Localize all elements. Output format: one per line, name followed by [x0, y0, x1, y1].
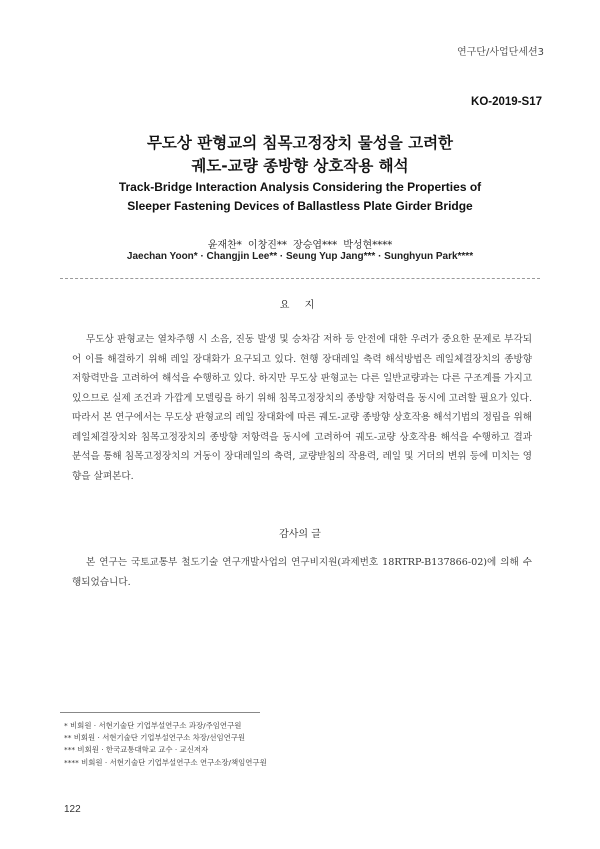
page-number: 122	[64, 804, 81, 815]
title-english-line1: Track-Bridge Interaction Analysis Considering the Properties of	[118, 180, 482, 194]
footnote-rule	[60, 712, 260, 713]
abstract-heading: 요 지	[279, 300, 321, 311]
acknowledgement-body: 본 연구는 국토교통부 철도기술 연구개발사업의 연구비지원(과제번호 18RTRP-B137866-02)에 의해 수행되었습니다.	[72, 557, 532, 588]
footnote-item: **** 비회원 · 서현기술단 기업부설연구소 연구소장/책임연구원	[64, 757, 267, 767]
authors-korean: 윤재찬* 이창진** 장승엽*** 박성현****	[207, 240, 393, 251]
title-korean-line2: 궤도-교량 종방향 상호작용 해석	[191, 157, 409, 175]
session-label: 연구단/사업단세션3	[456, 47, 544, 58]
title-korean-line1: 무도상 판형교의 침목고정장치 물성을 고려한	[146, 134, 454, 152]
footnote-item: *** 비회원 · 한국교통대학교 교수 · 교신저자	[64, 745, 209, 755]
footnote-item: * 비회원 · 서현기술단 기업부설연구소 과장/주임연구원	[64, 721, 242, 730]
footnotes	[64, 720, 504, 769]
paper-code: KO-2019-S17	[471, 96, 542, 108]
abstract-body: 무도상 판형교는 열차주행 시 소음, 진동 발생 및 승차감 저하 등 안전에 대한 우려가 중요한 문제로 부각되어 이를 해결하기 위해 레일 장대화가 요구되고 있다. 현행 장대레일 축력 해석방법은 레일체결장치의 종방향 저항력만을 고려하여 해석을 수행하고 있다. 하지만 무도상 판형교는 다른 일반교량과는 다른 구조계를 가지고 있으므로 실제 조건과 가깝게 모델링을 하기 위해 침목고정장치의 종방향 저항력을 동시에 고려할 필요가 있다. 따라서 본 연구에서는 무도상 판형교의 레일 장대화에 따른 궤도-교량 종방향 상호작용 해석기법의 정립을 위해 레일체결장치와 침목고정장치의 종방향 저항력을 동시에 고려하여 궤도-교량 상호작용 해석을 수행하고 결과 분석을 통해 침목고정장치의 거동이 장대레일의 축력, 교량받침의 작용력, 레일 및 거더의 변위 등에 미치는 영향을 살펴본다.	[72, 334, 532, 482]
acknowledgement-heading: 감사의 글	[279, 529, 321, 540]
footnote-item: ** 비회원 · 서현기술단 기업부설연구소 차장/선임연구원	[64, 733, 246, 743]
title-english-line2: Sleeper Fastening Devices of Ballastless Plate Girder Bridge	[127, 199, 473, 213]
section-divider	[60, 278, 540, 279]
authors-english: Jaechan Yoon* · Changjin Lee** · Seung Yup Jang*** · Sunghyun Park****	[126, 251, 474, 262]
